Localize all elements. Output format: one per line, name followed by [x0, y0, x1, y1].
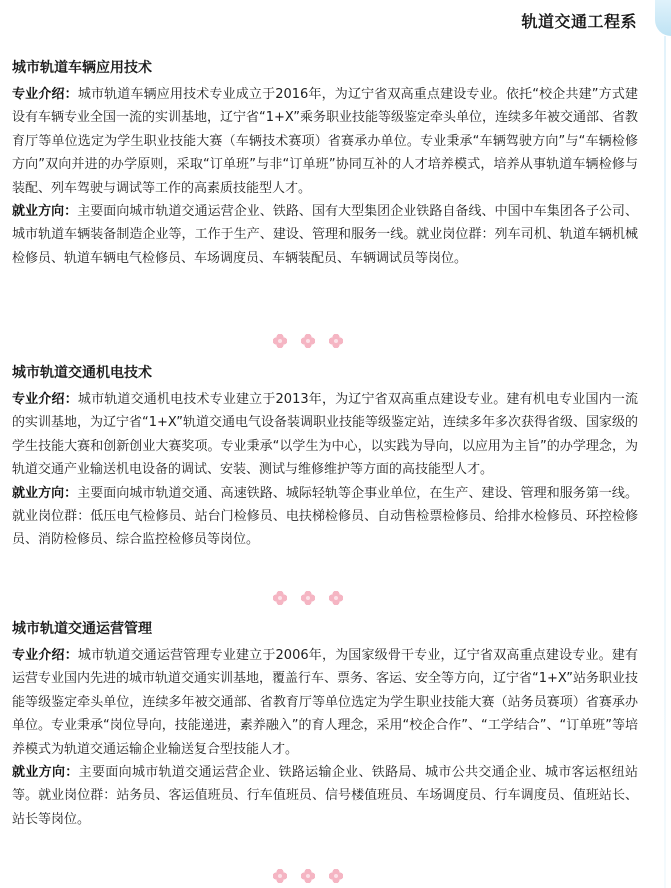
flower-divider — [0, 866, 616, 886]
flower-divider — [0, 331, 616, 351]
flower-icon — [329, 591, 343, 605]
water-drop-decoration-icon — [655, 0, 671, 36]
flower-divider — [0, 588, 616, 608]
major-section-electromechanical — [12, 362, 638, 552]
career-text: 主要面向城市轨道交通、高速铁路、城际轻轨等企事业单位，在生产、建设、管理和服务第一线。就业岗位群：低压电气检修员、站台门检修员、电扶梯检修员、自动售检票检修员、给排水检修员、环控检修员、消防检修员、综合监控检修员等岗位。 — [12, 485, 638, 548]
flower-icon — [273, 334, 287, 348]
career-label: 就业方向： — [12, 204, 78, 220]
career-label: 就业方向： — [12, 485, 78, 501]
intro-text: 城市轨道交通机电技术专业建立于2013年，为辽宁省双高重点建设专业。建有机电专业国内一流的实训基地，为辽宁省“1+X”轨道交通电气设备装调职业技能等级鉴定站，连续多年多次获得省级、国家级的学生技能大赛和创新创业大赛奖项。专业秉承“以学生为中心，以实践为导向，以应用为主旨”的办学理念，为轨道交通产业输送机电设备的调试、安装、测试与维修维护等方面的高技能型人才。 — [12, 392, 639, 478]
major-section-vehicle — [12, 57, 638, 270]
flower-icon — [301, 591, 315, 605]
intro-label: 专业介绍： — [12, 87, 78, 102]
career-paragraph — [12, 482, 638, 552]
section-title: 城市轨道交通运营管理 — [12, 621, 152, 637]
career-label: 就业方向： — [12, 765, 79, 781]
edge-decoration — [664, 36, 666, 888]
intro-label: 专业介绍： — [12, 392, 78, 407]
flower-icon — [329, 334, 343, 348]
career-text: 主要面向城市轨道交通运营企业、铁路、国有大型集团企业铁路自备线、中国中车集团各子公司、城市轨道车辆装备制造企业等，工作于生产、建设、管理和服务一线。就业岗位群：列车司机、轨道车辆机械检修员、轨道车辆电气检修员、车场调度员、车辆装配员、车辆调试员等岗位。 — [12, 204, 638, 266]
flower-icon — [273, 591, 287, 605]
intro-paragraph — [12, 83, 638, 200]
career-text: 主要面向城市轨道交通运营企业、铁路运输企业、铁路局、城市公共交通企业、城市客运枢纽站等。就业岗位群：站务员、客运值班员、行车值班员、信号楼值班员、车场调度员、行车调度员、值班站长、站长等岗位。 — [12, 765, 638, 827]
career-paragraph — [12, 761, 638, 831]
intro-text: 城市轨道交通运营管理专业建立于2006年，为国家级骨干专业，辽宁省双高重点建设专业。建有运营专业国内先进的城市轨道交通实训基地，覆盖行车、票务、客运、安全等方向，辽宁省“1+X”站务职业技能等级鉴定牵头单位，连续多年被交通部、省教育厅等单位选定为学生职业技能大赛（站务员赛项）省赛承办单位。专业秉承“岗位导向，技能递进，素养融入”的育人理念，采用“校企合作”、“工学结合”、“订单班”等培养模式为轨道交通运输企业输送复合型技能人才。 — [12, 648, 639, 757]
page-header — [0, 0, 671, 40]
flower-icon — [273, 869, 287, 883]
career-paragraph — [12, 200, 638, 270]
intro-text: 城市轨道车辆应用技术专业成立于2016年，为辽宁省双高重点建设专业。依托“校企共建”方式建设有车辆专业全国一流的实训基地，辽宁省“1+X”乘务职业技能等级鉴定牵头单位，连续多年被交通部、省教育厅等单位选定为学生职业技能大赛（车辆技术赛项）省赛承办单位。专业秉承“车辆驾驶方向”与“车辆检修方向”双向并进的办学原则，采取“订单班”与非“订单班”协同互补的人才培养模式，培养从事轨道车辆检修与装配、列车驾驶与调试等工作的高素质技能型人才。 — [12, 87, 639, 196]
department-title: 轨道交通工程系 — [521, 12, 637, 31]
flower-icon — [301, 869, 315, 883]
intro-paragraph — [12, 388, 638, 482]
major-section-operations — [12, 618, 638, 831]
intro-paragraph — [12, 644, 638, 761]
section-title: 城市轨道车辆应用技术 — [12, 60, 152, 76]
intro-label: 专业介绍： — [12, 648, 78, 663]
flower-icon — [329, 869, 343, 883]
section-title: 城市轨道交通机电技术 — [12, 365, 152, 381]
flower-icon — [301, 334, 315, 348]
